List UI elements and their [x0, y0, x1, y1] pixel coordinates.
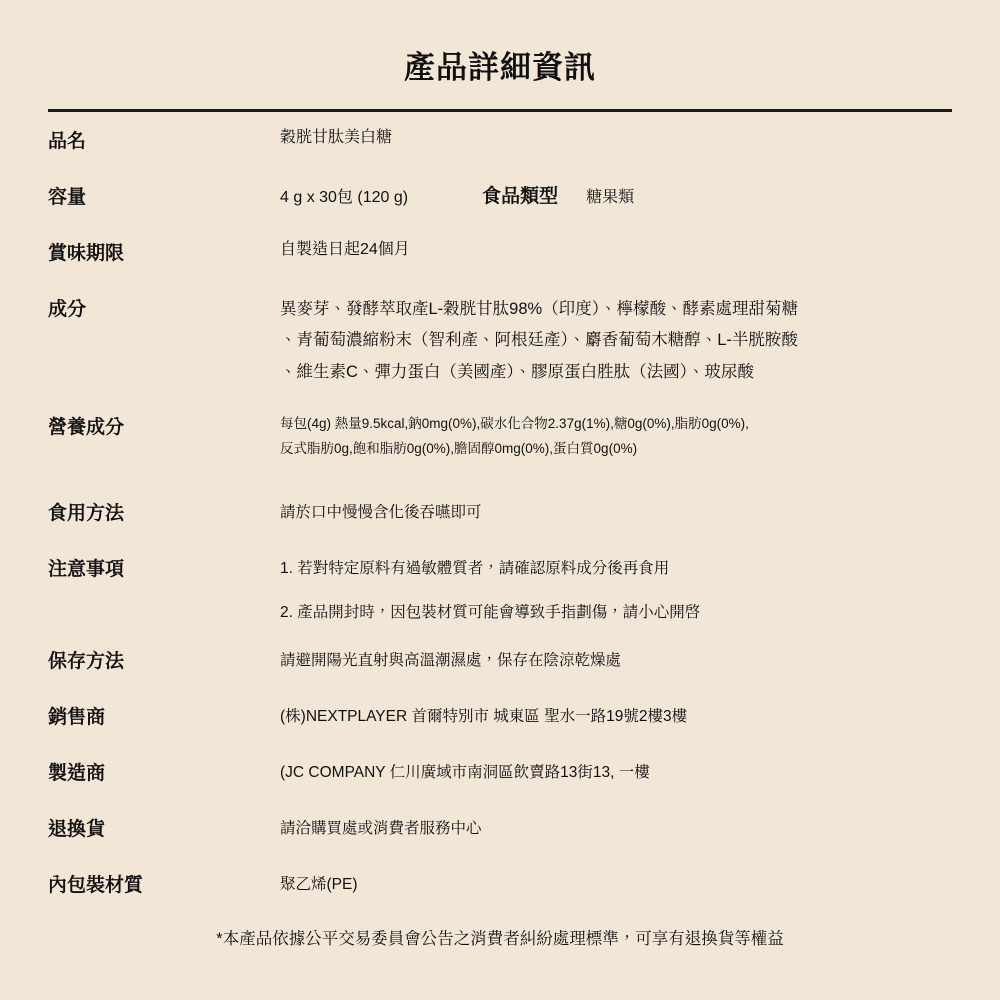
title-divider [48, 109, 952, 112]
table-row [48, 238, 952, 294]
row-value-product-name: 穀胱甘肽美白糖 [280, 129, 393, 146]
row-value-ingredients [280, 294, 952, 412]
table-row [48, 814, 952, 870]
row-label-returns: 退換貨 [48, 819, 106, 840]
table-row [48, 758, 952, 814]
row-label-capacity: 容量 [48, 187, 87, 208]
row-value-caution [280, 554, 952, 646]
row-label-usage: 食用方法 [48, 503, 125, 524]
table-row [48, 870, 952, 926]
caution-line-2: 2. 產品開封時，因包裝材質可能會導致手指劃傷，請小心開啓 [280, 604, 701, 622]
row-value-usage: 請於口中慢慢含化後吞嚥即可 [280, 504, 482, 521]
row-label-manufacturer: 製造商 [48, 763, 106, 784]
table-row [48, 412, 952, 498]
table-row [48, 182, 952, 238]
row-value-packaging: 聚乙烯(PE) [280, 876, 358, 893]
table-row [48, 702, 952, 758]
row-label-ingredients: 成分 [48, 299, 87, 320]
row-value-storage: 請避開陽光直射與高溫潮濕處，保存在陰涼乾燥處 [280, 652, 622, 669]
row-value-nutrition [280, 412, 952, 498]
nutrition-line-1: 每包(4g) 熱量9.5kcal,鈉0mg(0%),碳水化合物2.37g(1%),糖0g(0%),脂肪0g(0%), [280, 416, 749, 431]
row-label-storage: 保存方法 [48, 651, 125, 672]
row-label-nutrition: 營養成分 [48, 417, 125, 438]
row-label-shelf-life: 賞味期限 [48, 243, 125, 264]
ingredients-line-1: 異麥芽、發酵萃取產L-穀胱甘肽98%（印度）、檸檬酸、酵素處理甜菊糖 [280, 300, 798, 318]
table-row [48, 498, 952, 554]
page-title: 產品詳細資訊 [404, 50, 596, 85]
table-row [48, 294, 952, 412]
row-label-caution: 注意事項 [48, 559, 125, 580]
spec-table [48, 126, 952, 926]
row-value-seller: (株)NEXTPLAYER 首爾特別市 城東區 聖水一路19號2樓3樓 [280, 708, 688, 725]
row-value-manufacturer: (JC COMPANY 仁川廣域市南洞區飲賣路13街13, 一樓 [280, 764, 650, 781]
row-value-capacity-group [280, 182, 952, 238]
nutrition-line-2: 反式脂肪0g,飽和脂肪0g(0%),膽固醇0mg(0%),蛋白質0g(0%) [280, 440, 638, 456]
table-row [48, 646, 952, 702]
row-label-seller: 銷售商 [48, 707, 106, 728]
table-row [48, 126, 952, 182]
row-value-returns: 請洽購買處或消費者服務中心 [280, 820, 482, 837]
row-value-capacity: 4 g x 30包 (120 g) [280, 189, 409, 206]
row-value-shelf-life: 自製造日起24個月 [280, 241, 410, 258]
row-label-food-type: 食品類型 [482, 186, 559, 207]
row-value-food-type: 糖果類 [586, 189, 635, 206]
row-label-product-name: 品名 [48, 131, 87, 152]
row-label-packaging: 內包裝材質 [48, 875, 144, 896]
caution-line-1: 1. 若對特定原料有過敏體質者，請確認原料成分後再食用 [280, 560, 670, 577]
table-row [48, 554, 952, 646]
ingredients-line-2: 、青葡萄濃縮粉末（智利產、阿根廷產）、麝香葡萄木糖醇、L-半胱胺酸 [280, 331, 798, 350]
ingredients-line-3: 、維生素C、彈力蛋白（美國產）、膠原蛋白胜肽（法國）、玻尿酸 [280, 362, 754, 381]
footnote: *本產品依據公平交易委員會公告之消費者糾紛處理標準，可享有退換貨等權益 [216, 930, 784, 948]
